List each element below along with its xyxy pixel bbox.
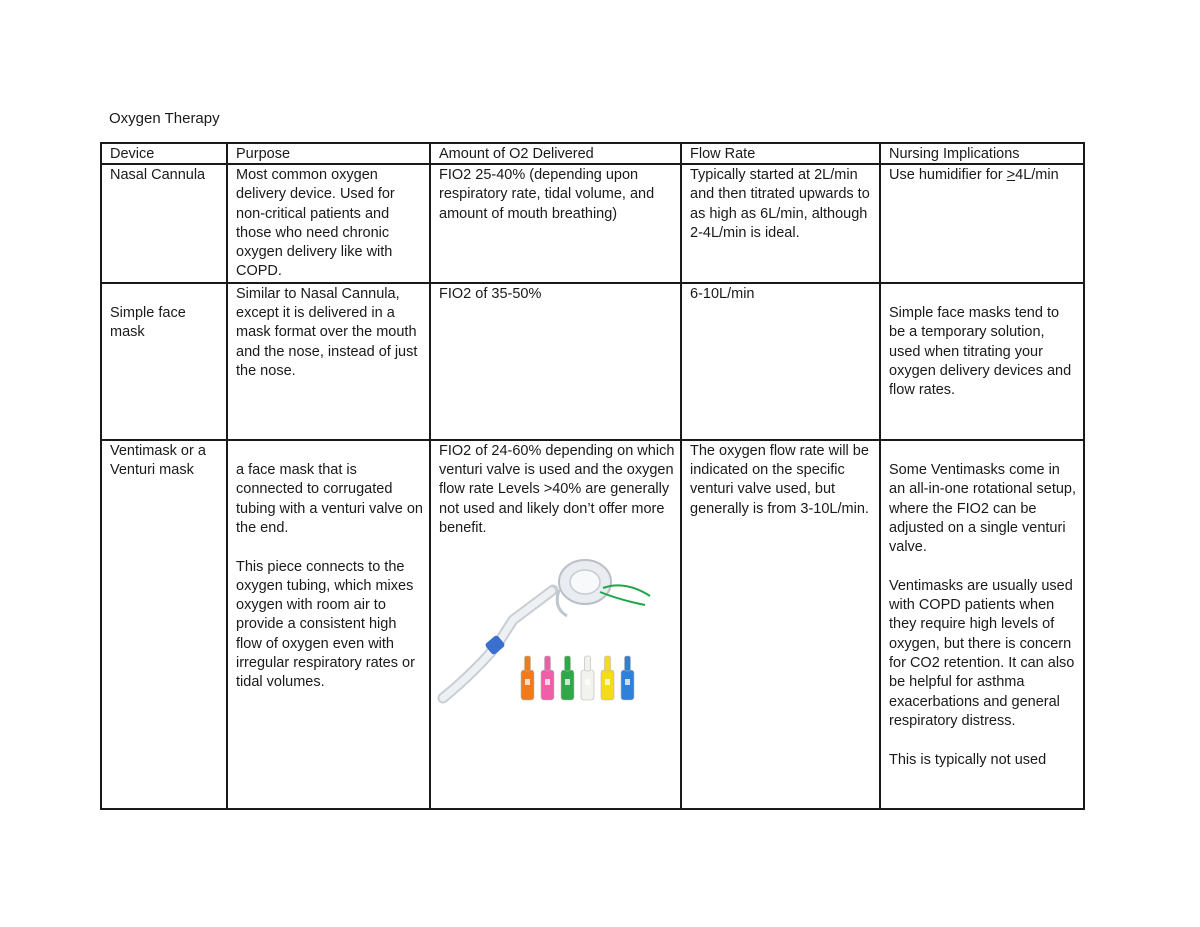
device-label: Simple face mask [110, 305, 186, 341]
cell-flow-rate: Typically started at 2L/min and then titrated upwards to as high as 6L/min, although 2-4L/min is ideal. [681, 164, 880, 283]
cell-nursing-implications [880, 164, 1084, 283]
venturi-valve-port-icon [605, 679, 610, 685]
venturi-valve-port-icon [585, 679, 590, 685]
venturi-valve-nozzle-icon [545, 656, 551, 671]
nursing-paragraph-1: Some Ventimasks come in an all-in-one rotational setup, where the FIO2 can be adjusted on a single venturi valve. [889, 462, 1077, 556]
nursing-text-suffix: 4L/min [1015, 167, 1059, 183]
greater-equal-symbol: > [1006, 167, 1016, 183]
cell-amount: FIO2 25-40% (depending upon respiratory rate, tidal volume, and amount of mouth breathing) [430, 164, 681, 283]
cell-flow-rate: The oxygen flow rate will be indicated on the specific venturi valve used, but generally is from 3-10L/min. [681, 440, 880, 809]
header-amount: Amount of O2 Delivered [430, 143, 681, 164]
cell-amount [430, 440, 681, 809]
table-row [101, 164, 1084, 283]
cell-device: Ventimask or a Venturi mask [101, 440, 227, 809]
purpose-paragraph-2: This piece connects to the oxygen tubing, which mixes oxygen with room air to provide a consistent high flow of oxygen even with irregular respiratory rates or tidal volumes. [236, 558, 415, 691]
header-purpose: Purpose [227, 143, 430, 164]
venturi-valve-port-icon [525, 679, 530, 685]
cell-device: Nasal Cannula [101, 164, 227, 283]
table-row [101, 283, 1084, 440]
venturi-valve-nozzle-icon [605, 656, 611, 671]
venturi-valve-nozzle-icon [585, 656, 591, 671]
document-title: Oxygen Therapy [109, 110, 220, 127]
nursing-paragraph-3: This is typically not used [889, 751, 1047, 768]
oxygen-therapy-table [100, 142, 1085, 810]
cell-purpose: Similar to Nasal Cannula, except it is delivered in a mask format over the mouth and the nose, instead of just the nose. [227, 283, 430, 440]
cell-purpose: Most common oxygen delivery device. Used for non-critical patients and those who need chronic oxygen delivery like with COPD. [227, 164, 430, 283]
amount-text: FIO2 of 24-60% depending on which venturi valve is used and the oxygen flow rate Levels >40% are generally not used and likely don’t offer more benefit. [439, 442, 675, 536]
table-row [101, 440, 1084, 809]
cell-purpose [227, 440, 430, 809]
venturi-valve-port-icon [565, 679, 570, 685]
cell-flow-rate: 6-10L/min [681, 283, 880, 440]
venturi-valve-port-icon [625, 679, 630, 685]
venturi-valve-port-icon [545, 679, 550, 685]
venturi-mask-kit-icon [435, 550, 675, 710]
nursing-text-prefix: Use humidifier for [889, 167, 1007, 183]
venturi-valve-nozzle-icon [625, 656, 631, 671]
cell-device [101, 283, 227, 440]
cell-amount: FIO2 of 35-50% [430, 283, 681, 440]
nursing-paragraph-2: Ventimasks are usually used with COPD patients when they require high levels of oxygen, but there is concern for CO2 retention. It can also be helpful for asthma exacerbations and general respiratory distress. [889, 577, 1075, 729]
cell-nursing-implications [880, 440, 1084, 809]
table-header-row [101, 143, 1084, 164]
nursing-text: Simple face masks tend to be a temporary solution, used when titrating your oxygen delivery devices and flow rates. [889, 305, 1072, 399]
cell-nursing-implications [880, 283, 1084, 440]
header-flow-rate: Flow Rate [681, 143, 880, 164]
purpose-paragraph-1: a face mask that is connected to corrugated tubing with a venturi valve on the end. [236, 462, 423, 536]
venturi-valve-nozzle-icon [525, 656, 531, 671]
venturi-valve-nozzle-icon [565, 656, 571, 671]
header-device: Device [101, 143, 227, 164]
header-nursing-implications: Nursing Implications [880, 143, 1084, 164]
